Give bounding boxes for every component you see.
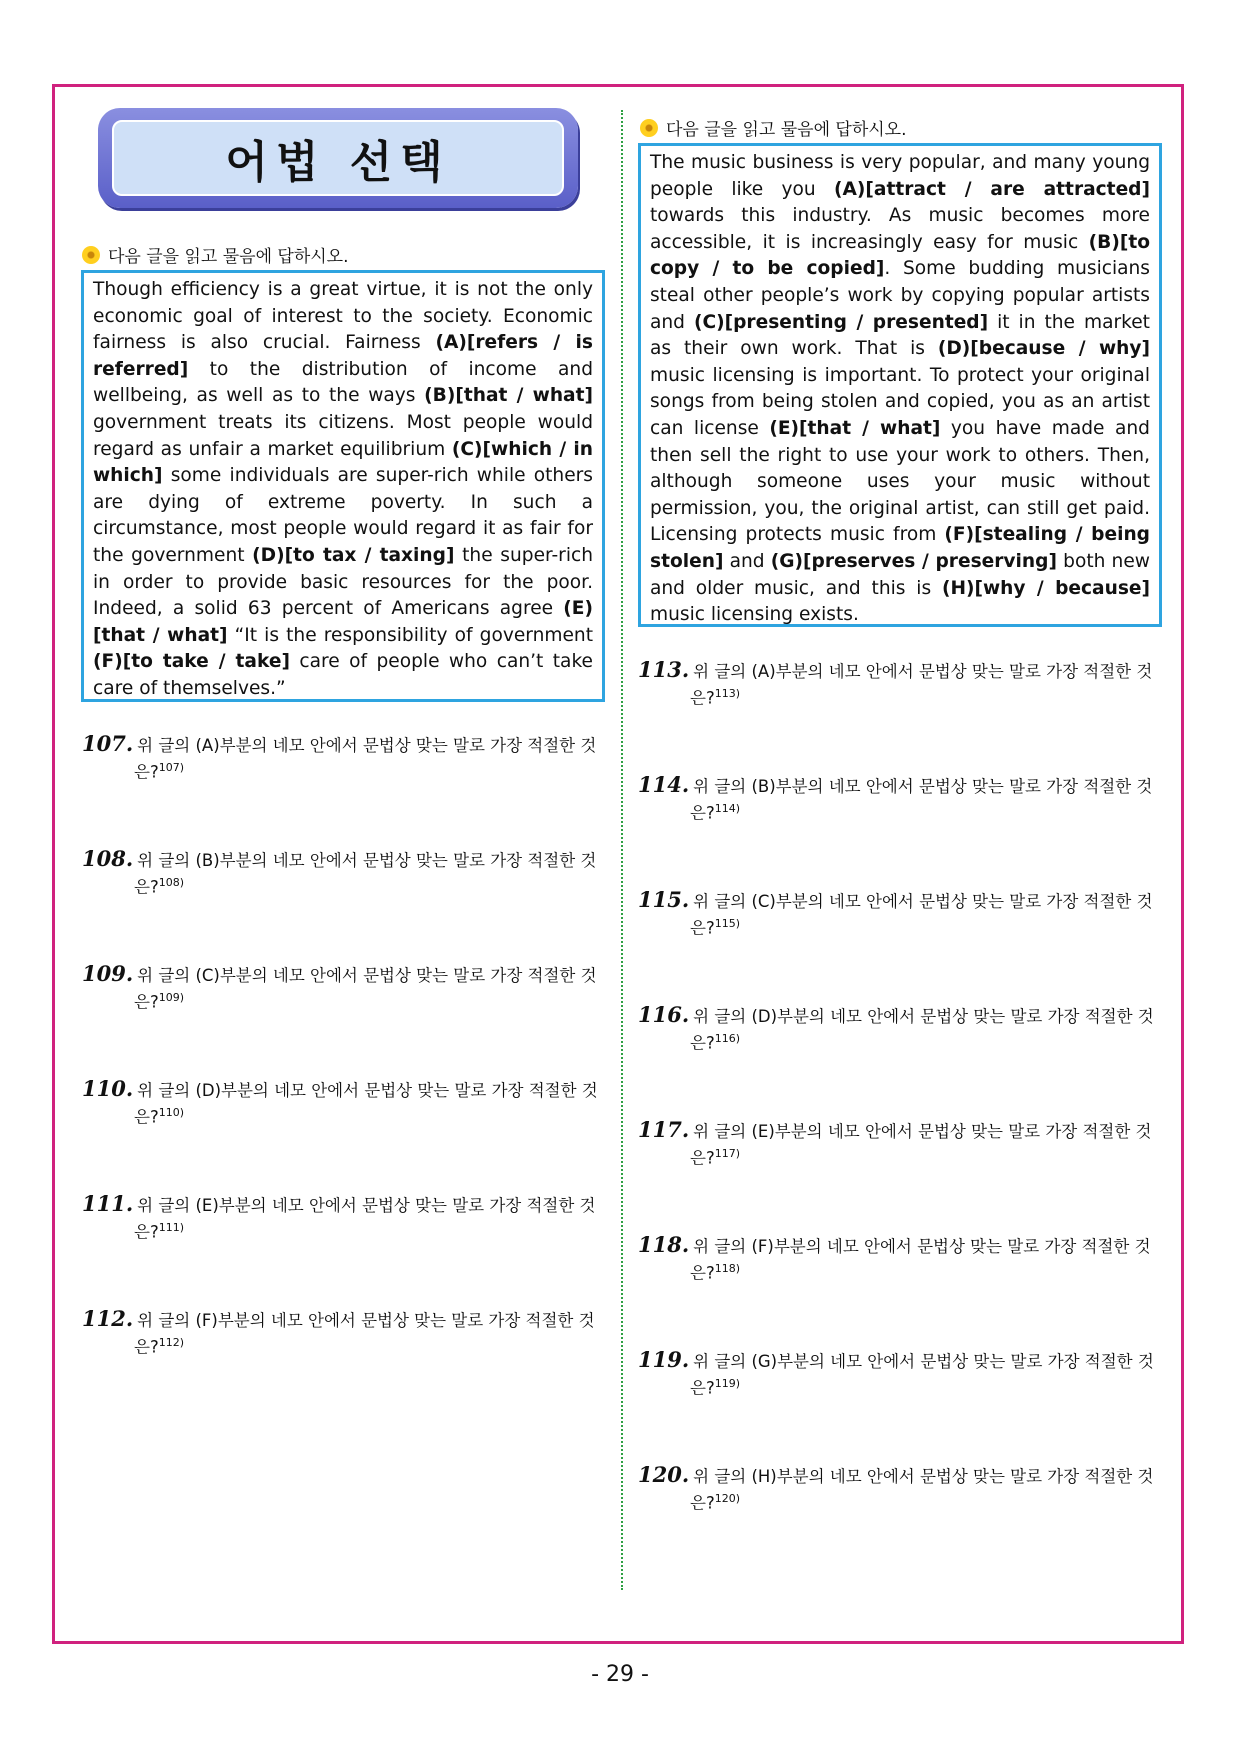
passage-text: towards this industry. As music becomes more accessible, it is increasingly easy for music <box>650 205 1150 253</box>
question-text: 위 글의 (C)부분의 네모 안에서 문법상 맞는 말로 가장 적절한 것 <box>693 892 1153 911</box>
question-line2 <box>638 798 1168 825</box>
question-number: 109. <box>82 961 134 986</box>
question-number: 108. <box>82 846 134 871</box>
grammar-choice: (E)[that / what] <box>93 598 593 646</box>
passage-text: to the distribution of income and wellbeing, as well as to the ways <box>93 358 593 407</box>
question-item <box>82 963 612 1014</box>
question-end: 은? <box>690 1378 715 1398</box>
question-item <box>638 774 1168 825</box>
question-footnote-ref: 117) <box>714 1147 740 1160</box>
grammar-choice: (F)[stealing / being stolen] <box>650 524 1150 572</box>
passage-text: both new and older music, and this is <box>650 550 1150 599</box>
instruction-text: 다음 글을 읽고 물음에 답하시오. <box>666 120 907 140</box>
question-number: 112. <box>82 1306 134 1331</box>
grammar-choice: (G)[preserves / preserving] <box>770 550 1057 572</box>
page-number: - 29 - <box>591 1662 649 1687</box>
question-item <box>638 1349 1168 1400</box>
question-line2 <box>82 757 612 784</box>
question-text: 위 글의 (E)부분의 네모 안에서 문법상 맞는 말로 가장 적절한 것 <box>693 1122 1152 1141</box>
question-item <box>82 733 612 784</box>
question-line2 <box>82 987 612 1014</box>
column-divider <box>621 110 623 1590</box>
question-end: 은? <box>690 1263 715 1283</box>
question-end: 은? <box>690 688 715 708</box>
question-end: 은? <box>134 762 159 782</box>
question-footnote-ref: 120) <box>714 1492 740 1505</box>
question-footnote-ref: 115) <box>714 917 740 930</box>
passage-text: it in the market as their own work. That is <box>650 311 1150 360</box>
question-text: 위 글의 (D)부분의 네모 안에서 문법상 맞는 말로 가장 적절한 것 <box>693 1007 1154 1026</box>
question-item <box>82 1193 612 1244</box>
question-item <box>638 1004 1168 1055</box>
question-footnote-ref: 108) <box>158 876 184 889</box>
passage-text: . Some budding musicians steal other people’s work by copying popular artists and <box>650 258 1150 333</box>
question-number: 120. <box>638 1462 690 1487</box>
passage-text: government treats its citizens. Most people would regard as unfair a market equilibrium <box>93 411 593 460</box>
section-title-panel <box>112 120 564 196</box>
question-end: 은? <box>134 992 159 1012</box>
question-number: 107. <box>82 731 134 756</box>
grammar-choice: (D)[because / why] <box>937 338 1150 360</box>
question-text: 위 글의 (F)부분의 네모 안에서 문법상 맞는 말로 가장 적절한 것 <box>137 1311 595 1330</box>
question-number: 116. <box>638 1002 690 1027</box>
question-footnote-ref: 111) <box>158 1221 184 1234</box>
question-item <box>638 1234 1168 1285</box>
grammar-choice: (A)[refers / is referred] <box>93 332 594 380</box>
question-footnote-ref: 116) <box>714 1032 740 1045</box>
flower-icon <box>82 246 100 264</box>
grammar-choice: (F)[to take / take] <box>93 651 290 673</box>
question-footnote-ref: 118) <box>714 1262 740 1275</box>
question-end: 은? <box>690 803 715 823</box>
question-end: 은? <box>690 1148 715 1168</box>
question-item <box>638 889 1168 940</box>
passage-box-right <box>638 143 1162 627</box>
question-line2 <box>638 683 1168 710</box>
instruction-left <box>82 242 349 267</box>
question-line2 <box>638 1028 1168 1055</box>
question-footnote-ref: 109) <box>158 991 184 1004</box>
question-footnote-ref: 113) <box>714 687 740 700</box>
passage-text: music licensing exists. <box>650 604 859 626</box>
passage-text: some individuals are super-rich while others are dying of extreme poverty. In such a circumstance, most people would regard it as fair for the government <box>93 465 593 566</box>
question-text: 위 글의 (A)부분의 네모 안에서 문법상 맞는 말로 가장 적절한 것 <box>137 736 597 755</box>
question-item <box>638 1464 1168 1515</box>
question-end: 은? <box>690 1493 715 1513</box>
instruction-text: 다음 글을 읽고 물음에 답하시오. <box>108 247 349 267</box>
question-text: 위 글의 (F)부분의 네모 안에서 문법상 맞는 말로 가장 적절한 것 <box>693 1237 1151 1256</box>
question-line2 <box>82 872 612 899</box>
question-text: 위 글의 (C)부분의 네모 안에서 문법상 맞는 말로 가장 적절한 것 <box>137 966 597 985</box>
question-item <box>638 659 1168 710</box>
question-end: 은? <box>134 877 159 897</box>
section-title-banner <box>98 108 578 208</box>
question-line2 <box>82 1332 612 1359</box>
passage-text: and <box>723 550 771 572</box>
question-number: 111. <box>82 1191 134 1216</box>
question-number: 114. <box>638 772 690 797</box>
passage-text: care of people who can’t take care of themselves.” <box>93 651 593 699</box>
question-item <box>82 848 612 899</box>
question-text: 위 글의 (D)부분의 네모 안에서 문법상 맞는 말로 가장 적절한 것 <box>137 1081 598 1100</box>
question-item <box>82 1078 612 1129</box>
question-line2 <box>638 1488 1168 1515</box>
grammar-choice: (E)[that / what] <box>769 417 941 439</box>
question-footnote-ref: 114) <box>714 802 740 815</box>
flower-icon <box>640 119 658 137</box>
passage-text: Though efficiency is a great virtue, it is not the only economic goal of interest to the society. Economic fairness is also crucial. Fairness <box>93 279 593 354</box>
passage-text: the super-rich in order to provide basic resources for the poor. Indeed, a solid 63 percent of Americans agree <box>93 544 593 620</box>
grammar-choice: (C)[presenting / presented] <box>693 311 989 333</box>
question-line2 <box>82 1217 612 1244</box>
grammar-choice: (D)[to tax / taxing] <box>252 544 455 566</box>
question-text: 위 글의 (B)부분의 네모 안에서 문법상 맞는 말로 가장 적절한 것 <box>693 777 1153 796</box>
question-line2 <box>638 1373 1168 1400</box>
question-line2 <box>638 913 1168 940</box>
grammar-choice: (A)[attract / are attracted] <box>834 178 1150 200</box>
question-footnote-ref: 119) <box>714 1377 740 1390</box>
question-number: 115. <box>638 887 690 912</box>
question-text: 위 글의 (B)부분의 네모 안에서 문법상 맞는 말로 가장 적절한 것 <box>137 851 597 870</box>
passage-text: The music business is very popular, and many young people like you <box>650 152 1150 200</box>
question-end: 은? <box>690 1033 715 1053</box>
instruction-right <box>640 115 907 140</box>
question-number: 113. <box>638 657 690 682</box>
question-text: 위 글의 (E)부분의 네모 안에서 문법상 맞는 말로 가장 적절한 것 <box>137 1196 596 1215</box>
grammar-choice: (H)[why / because] <box>941 577 1150 599</box>
question-footnote-ref: 107) <box>158 761 184 774</box>
question-number: 118. <box>638 1232 690 1257</box>
question-line2 <box>638 1258 1168 1285</box>
question-end: 은? <box>134 1337 159 1357</box>
question-end: 은? <box>690 918 715 938</box>
question-number: 119. <box>638 1347 690 1372</box>
passage-text: “It is the responsibility of government <box>227 624 593 646</box>
question-number: 117. <box>638 1117 690 1142</box>
question-text: 위 글의 (H)부분의 네모 안에서 문법상 맞는 말로 가장 적절한 것 <box>693 1467 1154 1486</box>
question-text: 위 글의 (G)부분의 네모 안에서 문법상 맞는 말로 가장 적절한 것 <box>693 1352 1154 1371</box>
grammar-choice: (B)[that / what] <box>424 385 593 407</box>
question-text: 위 글의 (A)부분의 네모 안에서 문법상 맞는 말로 가장 적절한 것 <box>693 662 1153 681</box>
question-end: 은? <box>134 1222 159 1242</box>
question-item <box>82 1308 612 1359</box>
question-line2 <box>82 1102 612 1129</box>
grammar-choice: (B)[to copy / to be copied] <box>650 231 1150 280</box>
question-number: 110. <box>82 1076 134 1101</box>
question-end: 은? <box>134 1107 159 1127</box>
grammar-choice: (C)[which / in which] <box>93 438 593 487</box>
question-footnote-ref: 110) <box>158 1106 184 1119</box>
passage-text: you have made and then sell the right to use your work to others. Then, although someone uses your music without permission, you, the original artist, can still get paid. Licensing protects music from <box>650 417 1150 546</box>
question-line2 <box>638 1143 1168 1170</box>
passage-text: music licensing is important. To protect your original songs from being stolen and copied, you as an artist can license <box>650 364 1150 439</box>
passage-box-left <box>81 270 605 702</box>
question-footnote-ref: 112) <box>158 1336 184 1349</box>
question-item <box>638 1119 1168 1170</box>
section-title: 어법 선택 <box>225 137 451 188</box>
